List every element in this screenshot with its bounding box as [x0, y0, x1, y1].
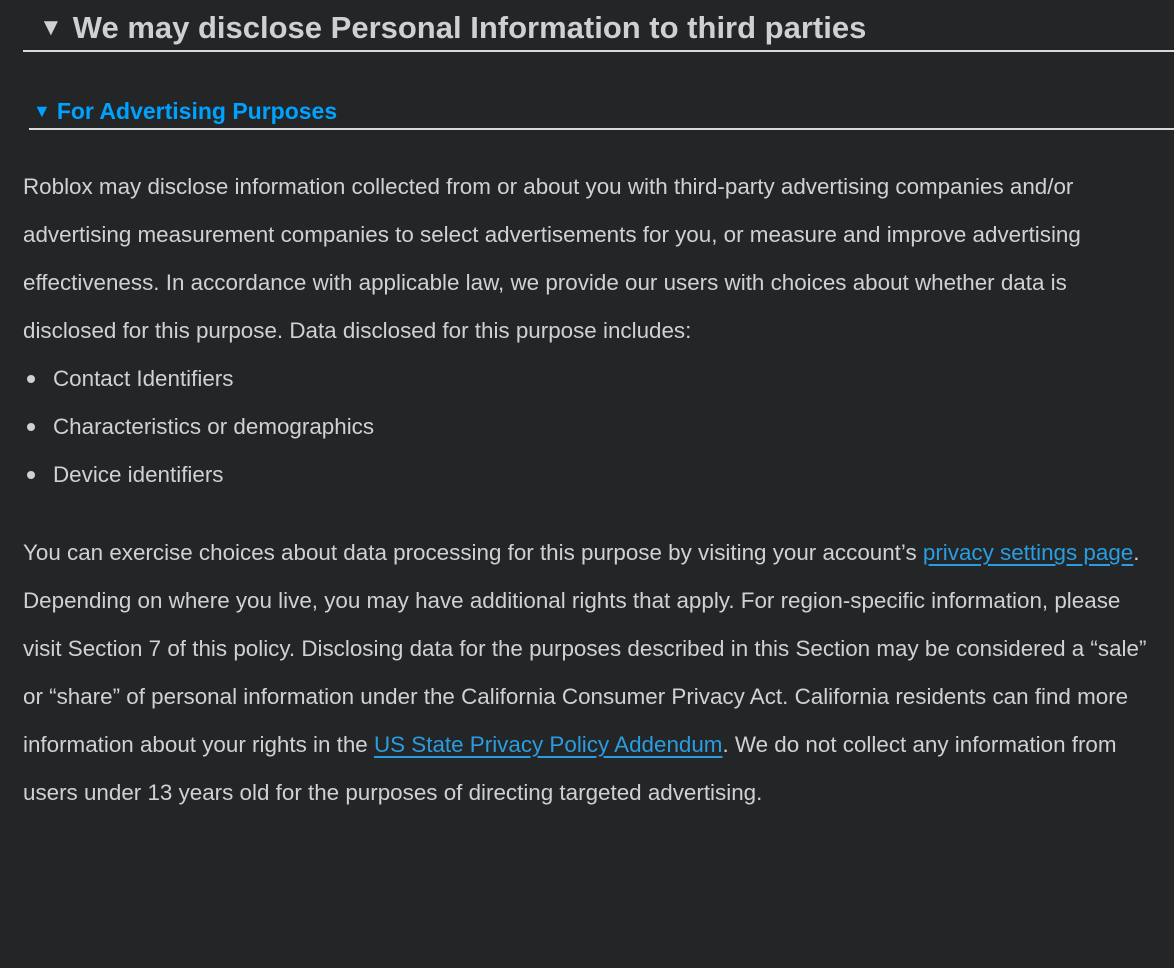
list-item: Device identifiers [53, 451, 1148, 499]
text: . Depending on where you live, you may have additional rights that apply. For region-specific information, please visit Section 7 of this policy. Disclosing data for the purposes described in this Section may be considered a “sale” or “share” of personal information under the California Consumer Privacy Act. California residents can find more information about your rights in the [23, 540, 1147, 757]
data-list [23, 355, 1148, 499]
section-title: We may disclose Personal Information to third parties [72, 10, 867, 45]
subsection-heading-toggle[interactable] [29, 94, 1174, 130]
subsection-title: For Advertising Purposes [56, 97, 338, 124]
list-item: Characteristics or demographics [53, 403, 1148, 451]
section-heading-toggle[interactable] [23, 6, 1174, 52]
paragraph-choices [23, 529, 1148, 817]
privacy-settings-link[interactable]: privacy settings page [922, 540, 1134, 565]
triangle-down-icon: ▼ [39, 14, 63, 41]
section-body [23, 163, 1148, 817]
text: You can exercise choices about data processing for this purpose by visiting your account’s [23, 540, 923, 565]
text: . We do not collect any information from users under 13 years old for the purposes of directing targeted advertising. [23, 732, 1117, 805]
us-state-privacy-addendum-link[interactable]: US State Privacy Policy Addendum [373, 732, 723, 757]
triangle-down-icon: ▼ [33, 100, 51, 121]
list-item: Contact Identifiers [53, 355, 1148, 403]
paragraph-intro: Roblox may disclose information collected from or about you with third-party advertising companies and/or advertising measurement companies to select advertisements for you, or measure and improve advertising effectiveness. In accordance with applicable law, we provide our users with choices about whether data is disclosed for this purpose. Data disclosed for this purpose includes: [23, 174, 1081, 343]
